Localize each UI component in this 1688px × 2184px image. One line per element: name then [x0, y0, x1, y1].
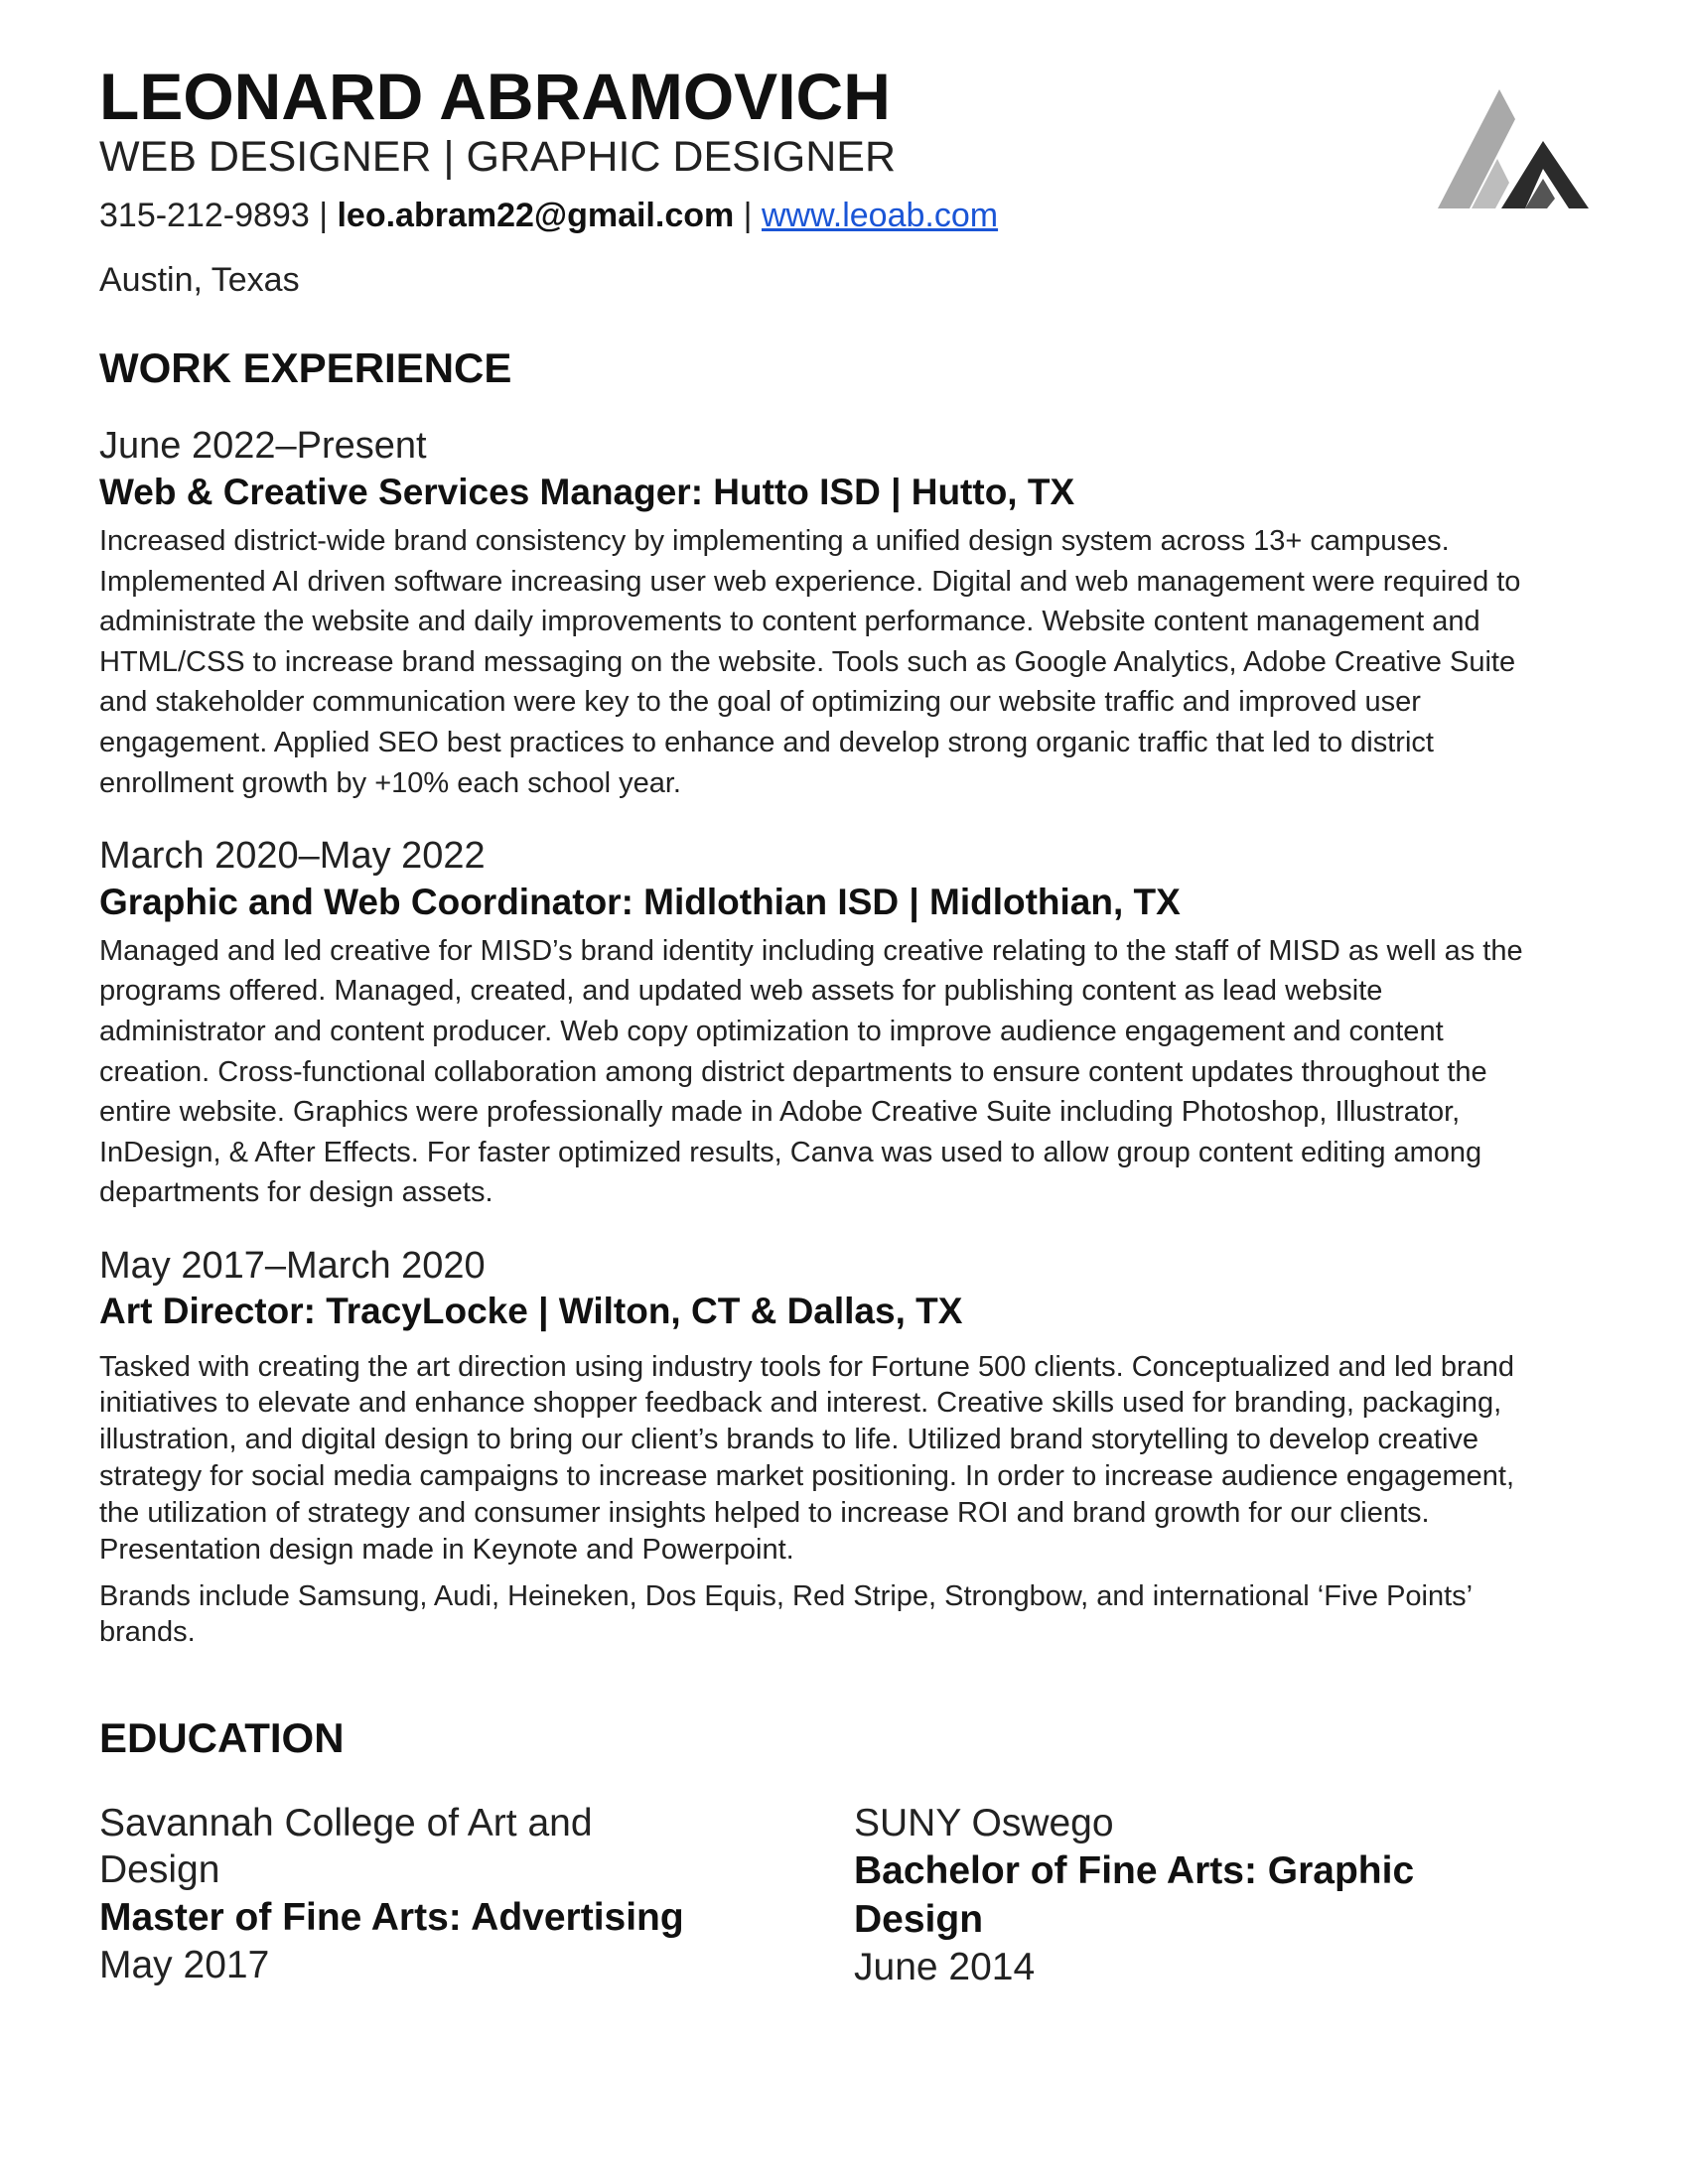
mountain-monogram-logo-icon: [1430, 79, 1599, 218]
job-title: Web & Creative Services Manager: Hutto ISD | Hutto, TX: [99, 471, 1075, 512]
phone-number: 315-212-9893: [99, 196, 310, 234]
graduation-date: June 2014: [854, 1945, 1036, 1988]
school-name: SUNY Oswego: [854, 1802, 1114, 1845]
candidate-subtitle: WEB DESIGNER | GRAPHIC DESIGNER: [99, 133, 897, 182]
candidate-name: LEONARD ABRAMOVICH: [99, 60, 891, 133]
job-brands: Brands include Samsung, Audi, Heineken, Dos Equis, Red Stripe, Strongbow, and international ‘Five Points’ brands.: [99, 1579, 1473, 1648]
job-title: Graphic and Web Coordinator: Midlothian ISD | Midlothian, TX: [99, 881, 1181, 922]
degree-name: Master of Fine Arts: Advertising: [99, 1896, 684, 1940]
job-entry-hutto: [99, 423, 1529, 803]
job-entry-midlothian: [99, 833, 1529, 1213]
degree-name: Bachelor of Fine Arts: Graphic Design: [854, 1849, 1415, 1941]
education-grid: [99, 1801, 1529, 1999]
website-link[interactable]: www.leoab.com: [761, 196, 999, 234]
job-description: Increased district-wide brand consistency by implementing a unified design system across 13+ campuses. Implemented AI driven software increasing user web experience. Digital and web management were required to administrate the website and daily improvements to content performance. Website content management and HTML/CSS to increase brand messaging on the website. Tools such as Google Analytics, Adobe Creative Suite and stakeholder communication were key to the goal of optimizing our website traffic and improved user engagement. Applied SEO best practices to enhance and develop strong organic traffic that led to district enrollment growth by +10% each school year.: [99, 525, 1521, 799]
education-entry-scad: [99, 1801, 715, 1988]
job-entry-tracylocke: [99, 1243, 1529, 1650]
location: Austin, Texas: [99, 261, 300, 300]
resume-page: [99, 62, 1529, 1999]
contact-separator: |: [734, 196, 762, 234]
job-dates: May 2017–March 2020: [99, 1244, 486, 1287]
contact-line: [99, 194, 1529, 237]
job-dates: June 2022–Present: [99, 425, 427, 468]
education-heading: EDUCATION: [99, 1714, 345, 1762]
job-description: Tasked with creating the art direction using industry tools for Fortune 500 clients. Conceptualized and led brand initiatives to elevate and enhance shopper feedback and interest. Creative skills used for branding, packaging, illustration, and digital design to bring our client’s brands to life. Utilized brand storytelling to develop creative strategy for social media campaigns to increase market positioning. In order to increase audience engagement, the utilization of strategy and consumer insights helped to increase ROI and brand growth for our clients. Presentation design made in Keynote and Powerpoint.: [99, 1350, 1515, 1566]
school-name: Savannah College of Art and Design: [99, 1802, 593, 1892]
contact-separator: |: [309, 196, 338, 234]
graduation-date: May 2017: [99, 1943, 270, 1986]
email-address[interactable]: leo.abram22@gmail.com: [337, 196, 735, 234]
job-dates: March 2020–May 2022: [99, 835, 486, 878]
work-experience-heading: WORK EXPERIENCE: [99, 344, 512, 392]
job-description: Managed and led creative for MISD’s brand identity including creative relating to the staff of MISD as well as the programs offered. Managed, created, and updated web assets for publishing content as lead website administrator and content producer. Web copy optimization to improve audience engagement and content creation. Cross-functional collaboration among district departments to ensure content updates throughout the entire website. Graphics were professionally made in Adobe Creative Suite including Photoshop, Illustrator, InDesign, & After Effects. For faster optimized results, Canva was used to allow group content editing among departments for design assets.: [99, 934, 1523, 1209]
education-entry-suny: [854, 1801, 1489, 1990]
job-title: Art Director: TracyLocke | Wilton, CT & Dallas, TX: [99, 1291, 963, 1332]
